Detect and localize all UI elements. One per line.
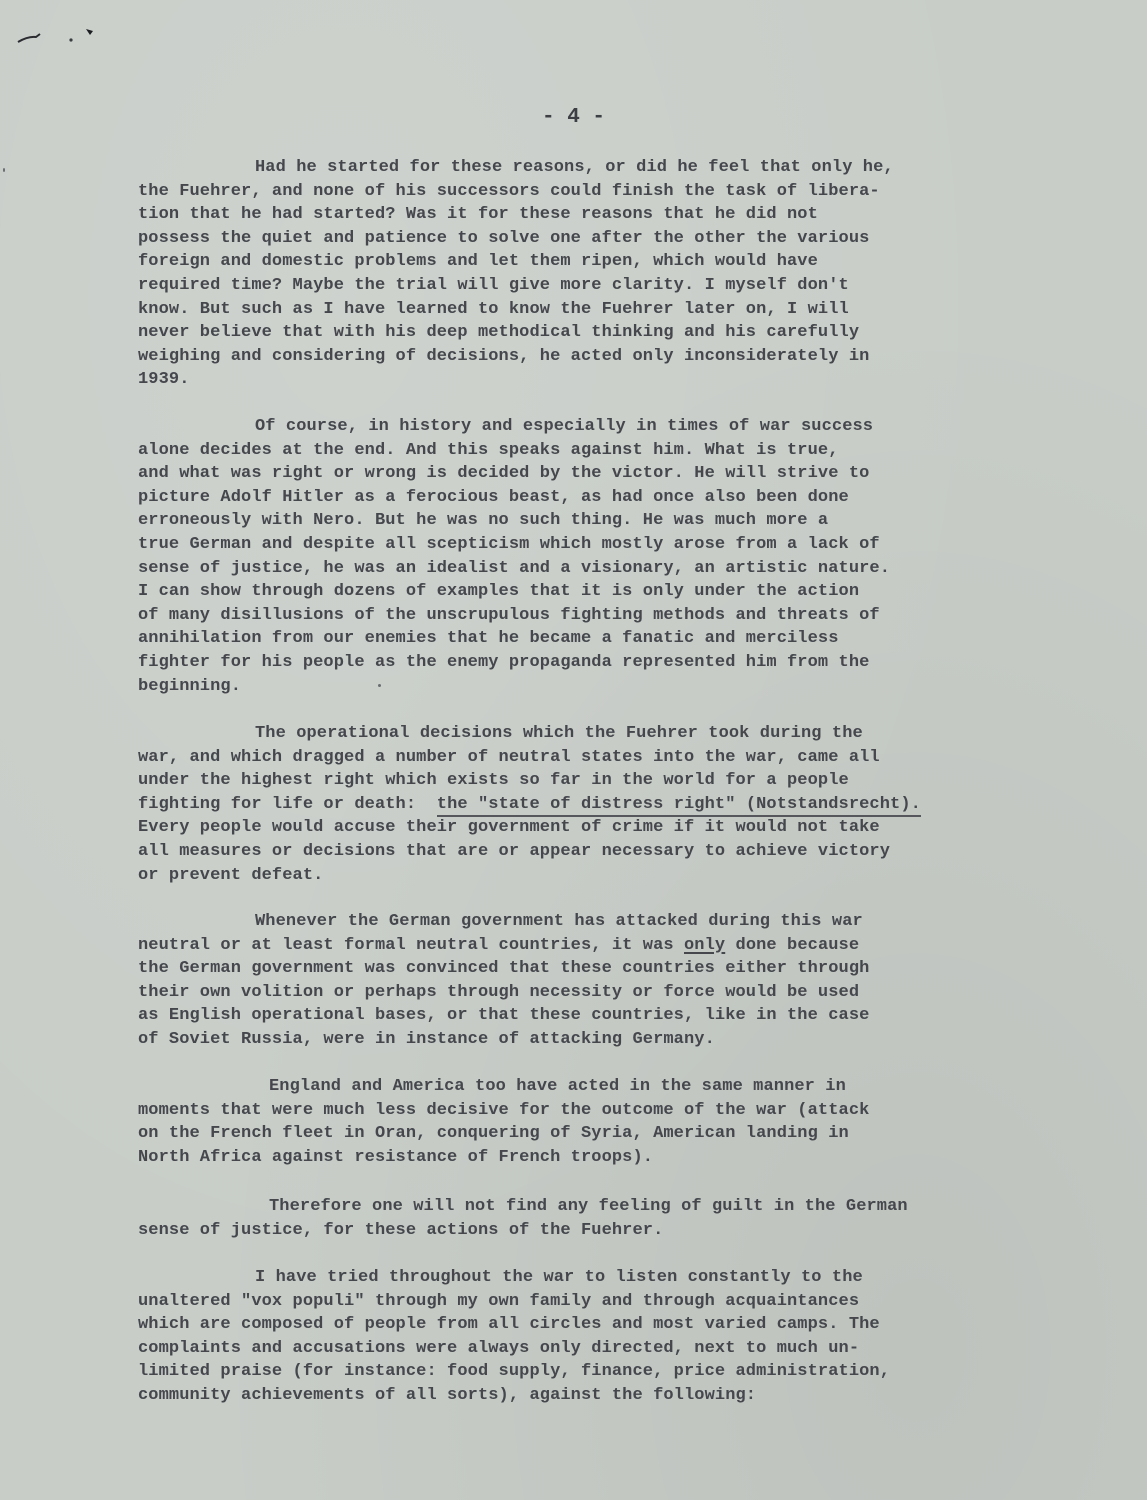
- text-line: tion that he had started? Was it for these reasons that he did not: [138, 205, 818, 225]
- paragraph-7: [138, 1266, 1018, 1408]
- paragraph-3: [138, 722, 1018, 887]
- text-line: know. But such as I have learned to know the Fuehrer later on, I will: [138, 299, 849, 319]
- text-line-with-underline: [138, 793, 1018, 817]
- underlined-word: only: [684, 935, 726, 955]
- text-line: picture Adolf Hitler as a ferocious beast, as had once also been done: [138, 487, 849, 507]
- underlined-phrase: the "state of distress right" (Notstandsrecht).: [437, 795, 921, 817]
- text-line: all measures or decisions that are or appear necessary to achieve victory: [138, 841, 891, 861]
- text-fragment: done because: [735, 935, 860, 955]
- text-line: foreign and domestic problems and let them ripen, which would have: [138, 252, 818, 272]
- text-line: on the French fleet in Oran, conquering of Syria, American landing in: [138, 1124, 849, 1144]
- text-line: North Africa against resistance of French troops).: [138, 1147, 654, 1167]
- text-line: possess the quiet and patience to solve one after the other the various: [138, 228, 870, 248]
- paragraph-1: [138, 156, 1018, 392]
- text-line: which are composed of people from all circles and most varied camps. The: [138, 1315, 880, 1335]
- text-line: fighter for his people as the enemy propaganda represented him from the: [138, 652, 870, 672]
- text-line: weighing and considering of decisions, he acted only inconsiderately in: [138, 346, 870, 366]
- text-line: erroneously with Nero. But he was no such thing. He was much more a: [138, 511, 829, 531]
- text-line: moments that were much less decisive for the outcome of the war (attack: [138, 1100, 870, 1120]
- text-line: true German and despite all scepticism which mostly arose from a lack of: [138, 534, 880, 554]
- text-line: beginning.: [138, 676, 242, 696]
- paragraph-6: [138, 1195, 1018, 1242]
- text-line: Every people would accuse their government of crime if it would not take: [138, 818, 880, 838]
- text-line: complaints and accusations were always only directed, next to much un-: [138, 1338, 860, 1358]
- paragraph-2: [138, 415, 1018, 698]
- text-line: war, and which dragged a number of neutral states into the war, came all: [138, 747, 880, 767]
- text-line: as English operational bases, or that these countries, like in the case: [138, 1006, 870, 1026]
- text-line: sense of justice, he was an idealist and a visionary, an artistic nature.: [138, 558, 891, 578]
- text-line: the Fuehrer, and none of his successors could finish the task of libera-: [138, 181, 880, 201]
- text-line: and what was right or wrong is decided by the victor. He will strive to: [138, 464, 870, 484]
- text-line: annihilation from our enemies that he became a fanatic and merciless: [138, 629, 839, 649]
- text-line: their own volition or perhaps through necessity or force would be used: [138, 982, 860, 1002]
- text-line: limited praise (for instance: food supply, finance, price administration,: [138, 1362, 891, 1382]
- text-line: never believe that with his deep methodical thinking and his carefully: [138, 323, 860, 343]
- text-line: Of course, in history and especially in times of war success: [255, 417, 874, 436]
- paper-speck: [378, 684, 381, 687]
- text-line: 1939.: [138, 370, 190, 390]
- text-line: sense of justice, for these actions of the Fuehrer.: [138, 1220, 664, 1240]
- text-line: of Soviet Russia, were in instance of attacking Germany.: [138, 1029, 715, 1049]
- corner-pencil-mark-icon: [14, 22, 100, 52]
- text-line: Had he started for these reasons, or did he feel that only he,: [255, 158, 894, 177]
- text-line: community achievements of all sorts), against the following:: [138, 1385, 757, 1405]
- text-line-with-underline: [138, 934, 1018, 958]
- text-line: alone decides at the end. And this speaks against him. What is true,: [138, 440, 839, 460]
- text-fragment: neutral or at least formal neutral countries, it was: [138, 935, 674, 955]
- text-line: or prevent defeat.: [138, 865, 324, 885]
- text-line: The operational decisions which the Fuehrer took during the: [255, 724, 863, 743]
- text-line: I can show through dozens of examples that it is only under the action: [138, 582, 860, 602]
- text-line: Therefore one will not find any feeling of guilt in the German: [269, 1197, 908, 1216]
- paragraph-5: [138, 1075, 1018, 1169]
- text-line: unaltered "vox populi" through my own family and through acquaintances: [138, 1291, 860, 1311]
- text-line: under the highest right which exists so far in the world for a people: [138, 771, 849, 791]
- text-line: I have tried throughout the war to listen constantly to the: [255, 1268, 863, 1287]
- text-line: the German government was convinced that these countries either through: [138, 959, 870, 979]
- paper-speck: [3, 168, 5, 172]
- paragraph-4: [138, 910, 1018, 1052]
- text-line: Whenever the German government has attacked during this war: [255, 912, 863, 931]
- text-line: of many disillusions of the unscrupulous fighting methods and threats of: [138, 605, 880, 625]
- text-fragment: fighting for life or death:: [138, 794, 417, 814]
- text-line: required time? Maybe the trial will give more clarity. I myself don't: [138, 275, 849, 295]
- text-line: England and America too have acted in the same manner in: [269, 1077, 846, 1096]
- page-number: - 4 -: [541, 106, 605, 129]
